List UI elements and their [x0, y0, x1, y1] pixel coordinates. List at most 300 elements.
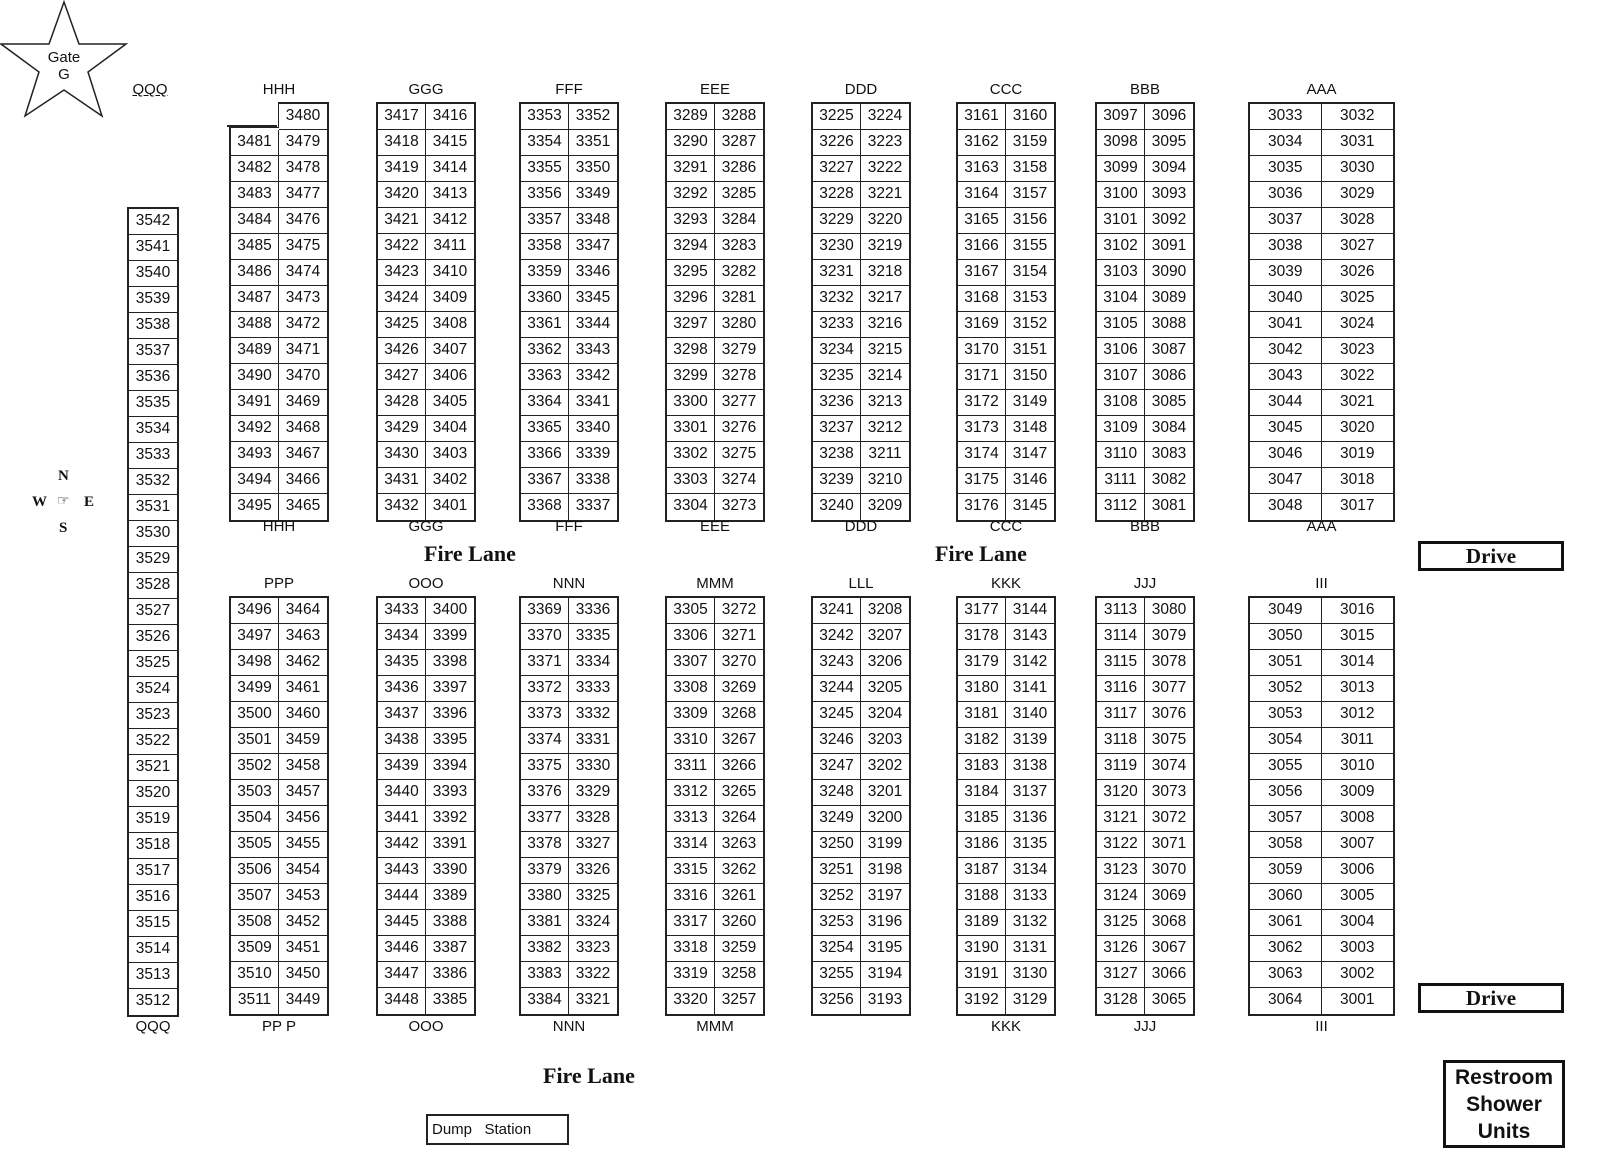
campsite-cell[interactable]: 3118: [1097, 728, 1145, 754]
campsite-cell[interactable]: 3450: [279, 962, 327, 988]
campsite-cell[interactable]: 3267: [715, 728, 763, 754]
campsite-cell[interactable]: 3345: [569, 286, 617, 312]
campsite-cell[interactable]: 3452: [279, 910, 327, 936]
campsite-cell[interactable]: 3488: [231, 312, 279, 338]
campsite-cell[interactable]: 3409: [426, 286, 474, 312]
campsite-cell[interactable]: 3426: [378, 338, 426, 364]
campsite-cell[interactable]: 3534: [129, 417, 177, 443]
campsite-cell[interactable]: 3460: [279, 702, 327, 728]
campsite-cell[interactable]: 3442: [378, 832, 426, 858]
campsite-cell[interactable]: 3133: [1006, 884, 1054, 910]
campsite-cell[interactable]: 3403: [426, 442, 474, 468]
campsite-cell[interactable]: 3086: [1145, 364, 1193, 390]
campsite-cell[interactable]: 3475: [279, 234, 327, 260]
campsite-cell[interactable]: 3304: [667, 494, 715, 520]
campsite-cell[interactable]: 3241: [813, 598, 861, 624]
campsite-cell[interactable]: 3195: [861, 936, 909, 962]
campsite-cell[interactable]: 3379: [521, 858, 569, 884]
campsite-cell[interactable]: 3383: [521, 962, 569, 988]
campsite-cell[interactable]: 3318: [667, 936, 715, 962]
campsite-cell[interactable]: 3151: [1006, 338, 1054, 364]
campsite-cell[interactable]: 3223: [861, 130, 909, 156]
campsite-cell[interactable]: 3332: [569, 702, 617, 728]
campsite-cell[interactable]: 3277: [715, 390, 763, 416]
campsite-cell[interactable]: 3010: [1322, 754, 1394, 780]
campsite-cell[interactable]: 3380: [521, 884, 569, 910]
campsite-cell[interactable]: 3457: [279, 780, 327, 806]
campsite-cell[interactable]: 3386: [426, 962, 474, 988]
campsite-cell[interactable]: 3314: [667, 832, 715, 858]
campsite-cell[interactable]: 3202: [861, 754, 909, 780]
campsite-cell[interactable]: 3398: [426, 650, 474, 676]
campsite-cell[interactable]: 3007: [1322, 832, 1394, 858]
campsite-cell[interactable]: 3145: [1012, 497, 1048, 514]
campsite-cell[interactable]: 3309: [667, 702, 715, 728]
campsite-cell[interactable]: 3283: [715, 234, 763, 260]
campsite-cell[interactable]: 3109: [1097, 416, 1145, 442]
campsite-cell[interactable]: 3144: [1006, 598, 1054, 624]
campsite-cell[interactable]: 3497: [231, 624, 279, 650]
campsite-cell[interactable]: 3461: [279, 676, 327, 702]
campsite-cell[interactable]: 3367: [521, 468, 569, 494]
campsite-cell[interactable]: 3430: [378, 442, 426, 468]
campsite-cell[interactable]: 3276: [715, 416, 763, 442]
campsite-cell[interactable]: 3362: [521, 338, 569, 364]
campsite-cell[interactable]: 3331: [569, 728, 617, 754]
campsite-cell[interactable]: 3244: [813, 676, 861, 702]
campsite-cell[interactable]: 3011: [1322, 728, 1394, 754]
campsite-cell[interactable]: 3327: [569, 832, 617, 858]
campsite-cell[interactable]: 3321: [575, 991, 611, 1008]
campsite-cell[interactable]: 3017: [1340, 497, 1375, 514]
campsite-cell[interactable]: 3538: [129, 313, 177, 339]
campsite-cell[interactable]: 3001: [1340, 991, 1375, 1008]
campsite-cell[interactable]: 3501: [231, 728, 279, 754]
campsite-cell[interactable]: 3474: [279, 260, 327, 286]
campsite-cell[interactable]: 3303: [667, 468, 715, 494]
campsite-cell[interactable]: 3076: [1145, 702, 1193, 728]
campsite-cell[interactable]: 3270: [715, 650, 763, 676]
campsite-cell[interactable]: 3374: [521, 728, 569, 754]
campsite-cell[interactable]: 3377: [521, 806, 569, 832]
campsite-cell[interactable]: 3392: [426, 806, 474, 832]
campsite-cell[interactable]: 3467: [279, 442, 327, 468]
campsite-cell[interactable]: 3293: [667, 208, 715, 234]
campsite-cell[interactable]: 3015: [1322, 624, 1394, 650]
campsite-cell[interactable]: 3375: [521, 754, 569, 780]
campsite-cell[interactable]: 3462: [279, 650, 327, 676]
campsite-cell[interactable]: 3016: [1322, 598, 1394, 624]
campsite-cell[interactable]: 3110: [1097, 442, 1145, 468]
campsite-cell[interactable]: 3138: [1006, 754, 1054, 780]
campsite-cell[interactable]: 3415: [426, 130, 474, 156]
campsite-cell[interactable]: 3300: [667, 390, 715, 416]
campsite-cell[interactable]: 3455: [279, 832, 327, 858]
campsite-cell[interactable]: 3094: [1145, 156, 1193, 182]
campsite-cell[interactable]: 3480: [279, 104, 327, 130]
campsite-cell[interactable]: 3281: [715, 286, 763, 312]
campsite-cell[interactable]: 3518: [129, 833, 177, 859]
campsite-cell[interactable]: 3020: [1322, 416, 1394, 442]
campsite-cell[interactable]: 3493: [231, 442, 279, 468]
campsite-cell[interactable]: 3260: [715, 910, 763, 936]
campsite-cell[interactable]: 3510: [231, 962, 279, 988]
campsite-cell[interactable]: 3427: [378, 364, 426, 390]
campsite-cell[interactable]: 3522: [129, 729, 177, 755]
campsite-cell[interactable]: 3014: [1322, 650, 1394, 676]
campsite-cell[interactable]: 3100: [1097, 182, 1145, 208]
campsite-cell[interactable]: 3356: [521, 182, 569, 208]
campsite-cell[interactable]: 3329: [569, 780, 617, 806]
campsite-cell[interactable]: 3458: [279, 754, 327, 780]
campsite-cell[interactable]: 3326: [569, 858, 617, 884]
campsite-cell[interactable]: 3047: [1250, 468, 1322, 494]
campsite-cell[interactable]: 3405: [426, 390, 474, 416]
campsite-cell[interactable]: 3054: [1250, 728, 1322, 754]
campsite-cell[interactable]: 3355: [521, 156, 569, 182]
campsite-cell[interactable]: 3073: [1145, 780, 1193, 806]
campsite-cell[interactable]: 3541: [129, 235, 177, 261]
campsite-cell[interactable]: 3513: [129, 963, 177, 989]
campsite-cell[interactable]: 3243: [813, 650, 861, 676]
campsite-cell[interactable]: 3275: [715, 442, 763, 468]
campsite-cell[interactable]: 3128: [1097, 988, 1145, 1014]
campsite-cell[interactable]: 3201: [861, 780, 909, 806]
campsite-cell[interactable]: 3413: [426, 182, 474, 208]
campsite-cell[interactable]: 3368: [521, 494, 569, 520]
campsite-cell[interactable]: 3287: [715, 130, 763, 156]
campsite-cell[interactable]: 3124: [1097, 884, 1145, 910]
campsite-cell[interactable]: 3123: [1097, 858, 1145, 884]
campsite-cell[interactable]: 3357: [521, 208, 569, 234]
campsite-cell[interactable]: 3324: [569, 910, 617, 936]
campsite-cell[interactable]: 3286: [715, 156, 763, 182]
campsite-cell[interactable]: 3180: [958, 676, 1006, 702]
campsite-cell[interactable]: 3232: [813, 286, 861, 312]
campsite-cell[interactable]: 3259: [715, 936, 763, 962]
campsite-cell[interactable]: 3516: [129, 885, 177, 911]
campsite-cell[interactable]: 3266: [715, 754, 763, 780]
campsite-cell[interactable]: 3542: [129, 209, 177, 235]
campsite-cell[interactable]: 3070: [1145, 858, 1193, 884]
campsite-cell[interactable]: 3236: [813, 390, 861, 416]
campsite-cell[interactable]: 3043: [1250, 364, 1322, 390]
campsite-cell[interactable]: 3229: [813, 208, 861, 234]
campsite-cell[interactable]: 3316: [667, 884, 715, 910]
campsite-cell[interactable]: 3105: [1097, 312, 1145, 338]
campsite-cell[interactable]: 3111: [1097, 468, 1145, 494]
campsite-cell[interactable]: 3336: [569, 598, 617, 624]
campsite-cell[interactable]: 3532: [129, 469, 177, 495]
campsite-cell[interactable]: 3142: [1006, 650, 1054, 676]
campsite-cell[interactable]: 3484: [231, 208, 279, 234]
campsite-cell[interactable]: 3459: [279, 728, 327, 754]
campsite-cell[interactable]: 3157: [1006, 182, 1054, 208]
campsite-cell[interactable]: 3487: [231, 286, 279, 312]
campsite-cell[interactable]: 3425: [378, 312, 426, 338]
campsite-cell[interactable]: 3446: [378, 936, 426, 962]
campsite-cell[interactable]: 3264: [715, 806, 763, 832]
campsite-cell[interactable]: 3079: [1145, 624, 1193, 650]
campsite-cell[interactable]: 3013: [1322, 676, 1394, 702]
campsite-cell[interactable]: 3520: [129, 781, 177, 807]
campsite-cell[interactable]: 3116: [1097, 676, 1145, 702]
campsite-cell[interactable]: 3454: [279, 858, 327, 884]
campsite-cell[interactable]: 3325: [569, 884, 617, 910]
campsite-cell[interactable]: 3042: [1250, 338, 1322, 364]
campsite-cell[interactable]: 3268: [715, 702, 763, 728]
campsite-cell[interactable]: 3207: [861, 624, 909, 650]
campsite-cell[interactable]: 3523: [129, 703, 177, 729]
campsite-cell[interactable]: 3504: [231, 806, 279, 832]
campsite-cell[interactable]: 3339: [569, 442, 617, 468]
campsite-cell[interactable]: 3492: [231, 416, 279, 442]
campsite-cell[interactable]: 3420: [378, 182, 426, 208]
campsite-cell[interactable]: 3034: [1250, 130, 1322, 156]
campsite-cell[interactable]: 3117: [1097, 702, 1145, 728]
campsite-cell[interactable]: 3423: [378, 260, 426, 286]
campsite-cell[interactable]: 3469: [279, 390, 327, 416]
campsite-cell[interactable]: 3390: [426, 858, 474, 884]
campsite-cell[interactable]: 3294: [667, 234, 715, 260]
campsite-cell[interactable]: 3139: [1006, 728, 1054, 754]
campsite-cell[interactable]: 3322: [569, 962, 617, 988]
campsite-cell[interactable]: 3530: [129, 521, 177, 547]
campsite-cell[interactable]: 3149: [1006, 390, 1054, 416]
campsite-cell[interactable]: 3363: [521, 364, 569, 390]
campsite-cell[interactable]: 3114: [1097, 624, 1145, 650]
campsite-cell[interactable]: 3033: [1250, 104, 1322, 130]
campsite-cell[interactable]: 3186: [958, 832, 1006, 858]
campsite-cell[interactable]: 3328: [569, 806, 617, 832]
campsite-cell[interactable]: 3234: [813, 338, 861, 364]
campsite-cell[interactable]: 3174: [958, 442, 1006, 468]
campsite-cell[interactable]: 3349: [569, 182, 617, 208]
campsite-cell[interactable]: 3029: [1322, 182, 1394, 208]
campsite-cell[interactable]: 3256: [813, 988, 861, 1014]
campsite-cell[interactable]: 3317: [667, 910, 715, 936]
campsite-cell[interactable]: 3524: [129, 677, 177, 703]
campsite-cell[interactable]: 3216: [861, 312, 909, 338]
campsite-cell[interactable]: 3468: [279, 416, 327, 442]
campsite-cell[interactable]: 3245: [813, 702, 861, 728]
campsite-cell[interactable]: 3478: [279, 156, 327, 182]
campsite-cell[interactable]: 3052: [1250, 676, 1322, 702]
campsite-cell[interactable]: 3176: [958, 494, 1006, 520]
campsite-cell[interactable]: 3251: [813, 858, 861, 884]
campsite-cell[interactable]: 3395: [426, 728, 474, 754]
campsite-cell[interactable]: 3067: [1145, 936, 1193, 962]
campsite-cell[interactable]: 3146: [1006, 468, 1054, 494]
campsite-cell[interactable]: 3219: [861, 234, 909, 260]
campsite-cell[interactable]: 3168: [958, 286, 1006, 312]
campsite-cell[interactable]: 3065: [1151, 991, 1187, 1008]
campsite-cell[interactable]: 3092: [1145, 208, 1193, 234]
campsite-cell[interactable]: 3494: [231, 468, 279, 494]
campsite-cell[interactable]: 3048: [1250, 494, 1322, 520]
campsite-cell[interactable]: 3147: [1006, 442, 1054, 468]
campsite-cell[interactable]: 3503: [231, 780, 279, 806]
campsite-cell[interactable]: 3200: [861, 806, 909, 832]
campsite-cell[interactable]: 3406: [426, 364, 474, 390]
campsite-cell[interactable]: 3071: [1145, 832, 1193, 858]
campsite-cell[interactable]: 3358: [521, 234, 569, 260]
campsite-cell[interactable]: 3082: [1145, 468, 1193, 494]
campsite-cell[interactable]: 3388: [426, 910, 474, 936]
campsite-cell[interactable]: 3444: [378, 884, 426, 910]
campsite-cell[interactable]: 3470: [279, 364, 327, 390]
campsite-cell[interactable]: 3039: [1250, 260, 1322, 286]
campsite-cell[interactable]: 3108: [1097, 390, 1145, 416]
campsite-cell[interactable]: 3137: [1006, 780, 1054, 806]
campsite-cell[interactable]: 3217: [861, 286, 909, 312]
campsite-cell[interactable]: 3026: [1322, 260, 1394, 286]
campsite-cell[interactable]: 3061: [1250, 910, 1322, 936]
campsite-cell[interactable]: 3199: [861, 832, 909, 858]
campsite-cell[interactable]: 3085: [1145, 390, 1193, 416]
campsite-cell[interactable]: 3178: [958, 624, 1006, 650]
campsite-cell[interactable]: 3274: [715, 468, 763, 494]
campsite-cell[interactable]: 3278: [715, 364, 763, 390]
campsite-cell[interactable]: 3051: [1250, 650, 1322, 676]
campsite-cell[interactable]: 3397: [426, 676, 474, 702]
campsite-cell[interactable]: 3319: [667, 962, 715, 988]
campsite-cell[interactable]: 3028: [1322, 208, 1394, 234]
campsite-cell[interactable]: 3476: [279, 208, 327, 234]
campsite-cell[interactable]: 3443: [378, 858, 426, 884]
campsite-cell[interactable]: 3414: [426, 156, 474, 182]
campsite-cell[interactable]: 3063: [1250, 962, 1322, 988]
campsite-cell[interactable]: 3342: [569, 364, 617, 390]
campsite-cell[interactable]: 3184: [958, 780, 1006, 806]
campsite-cell[interactable]: 3075: [1145, 728, 1193, 754]
campsite-cell[interactable]: 3120: [1097, 780, 1145, 806]
campsite-cell[interactable]: 3006: [1322, 858, 1394, 884]
campsite-cell[interactable]: 3172: [958, 390, 1006, 416]
campsite-cell[interactable]: 3353: [521, 104, 569, 130]
campsite-cell[interactable]: 3252: [813, 884, 861, 910]
campsite-cell[interactable]: 3209: [867, 497, 903, 514]
campsite-cell[interactable]: 3517: [129, 859, 177, 885]
campsite-cell[interactable]: 3253: [813, 910, 861, 936]
campsite-cell[interactable]: 3445: [378, 910, 426, 936]
campsite-cell[interactable]: 3171: [958, 364, 1006, 390]
campsite-cell[interactable]: 3224: [861, 104, 909, 130]
campsite-cell[interactable]: 3262: [715, 858, 763, 884]
campsite-cell[interactable]: 3009: [1322, 780, 1394, 806]
campsite-cell[interactable]: 3512: [135, 992, 171, 1009]
campsite-cell[interactable]: 3093: [1145, 182, 1193, 208]
campsite-cell[interactable]: 3227: [813, 156, 861, 182]
campsite-cell[interactable]: 3030: [1322, 156, 1394, 182]
campsite-cell[interactable]: 3102: [1097, 234, 1145, 260]
campsite-cell[interactable]: 3077: [1145, 676, 1193, 702]
campsite-cell[interactable]: 3258: [715, 962, 763, 988]
campsite-cell[interactable]: 3206: [861, 650, 909, 676]
campsite-cell[interactable]: 3261: [715, 884, 763, 910]
campsite-cell[interactable]: 3018: [1322, 468, 1394, 494]
campsite-cell[interactable]: 3437: [378, 702, 426, 728]
campsite-cell[interactable]: 3113: [1097, 598, 1145, 624]
campsite-cell[interactable]: 3511: [231, 988, 279, 1014]
campsite-cell[interactable]: 3158: [1006, 156, 1054, 182]
campsite-cell[interactable]: 3428: [378, 390, 426, 416]
campsite-cell[interactable]: 3514: [129, 937, 177, 963]
campsite-cell[interactable]: 3419: [378, 156, 426, 182]
campsite-cell[interactable]: 3453: [279, 884, 327, 910]
campsite-cell[interactable]: 3179: [958, 650, 1006, 676]
campsite-cell[interactable]: 3161: [958, 104, 1006, 130]
campsite-cell[interactable]: 3095: [1145, 130, 1193, 156]
campsite-cell[interactable]: 3064: [1250, 988, 1322, 1014]
campsite-cell[interactable]: 3038: [1250, 234, 1322, 260]
campsite-cell[interactable]: 3418: [378, 130, 426, 156]
campsite-cell[interactable]: 3247: [813, 754, 861, 780]
campsite-cell[interactable]: 3489: [231, 338, 279, 364]
campsite-cell[interactable]: 3432: [378, 494, 426, 520]
campsite-cell[interactable]: 3389: [426, 884, 474, 910]
campsite-cell[interactable]: 3004: [1322, 910, 1394, 936]
campsite-cell[interactable]: 3407: [426, 338, 474, 364]
campsite-cell[interactable]: 3311: [667, 754, 715, 780]
campsite-cell[interactable]: 3507: [231, 884, 279, 910]
campsite-cell[interactable]: 3192: [958, 988, 1006, 1014]
campsite-cell[interactable]: 3498: [231, 650, 279, 676]
campsite-cell[interactable]: 3280: [715, 312, 763, 338]
campsite-cell[interactable]: 3231: [813, 260, 861, 286]
campsite-cell[interactable]: 3350: [569, 156, 617, 182]
campsite-cell[interactable]: 3089: [1145, 286, 1193, 312]
campsite-cell[interactable]: 3129: [1012, 991, 1048, 1008]
campsite-cell[interactable]: 3404: [426, 416, 474, 442]
campsite-cell[interactable]: 3121: [1097, 806, 1145, 832]
campsite-cell[interactable]: 3292: [667, 182, 715, 208]
campsite-cell[interactable]: 3187: [958, 858, 1006, 884]
campsite-cell[interactable]: 3041: [1250, 312, 1322, 338]
campsite-cell[interactable]: 3296: [667, 286, 715, 312]
campsite-cell[interactable]: 3238: [813, 442, 861, 468]
campsite-cell[interactable]: 3099: [1097, 156, 1145, 182]
campsite-cell[interactable]: 3361: [521, 312, 569, 338]
campsite-cell[interactable]: 3228: [813, 182, 861, 208]
campsite-cell[interactable]: 3019: [1322, 442, 1394, 468]
campsite-cell[interactable]: 3069: [1145, 884, 1193, 910]
campsite-cell[interactable]: 3535: [129, 391, 177, 417]
campsite-cell[interactable]: 3506: [231, 858, 279, 884]
campsite-cell[interactable]: 3204: [861, 702, 909, 728]
campsite-cell[interactable]: 3435: [378, 650, 426, 676]
campsite-cell[interactable]: 3173: [958, 416, 1006, 442]
campsite-cell[interactable]: 3226: [813, 130, 861, 156]
campsite-cell[interactable]: 3338: [569, 468, 617, 494]
campsite-cell[interactable]: 3196: [861, 910, 909, 936]
campsite-cell[interactable]: 3366: [521, 442, 569, 468]
campsite-cell[interactable]: 3160: [1006, 104, 1054, 130]
campsite-cell[interactable]: 3441: [378, 806, 426, 832]
campsite-cell[interactable]: 3451: [279, 936, 327, 962]
campsite-cell[interactable]: 3479: [279, 130, 327, 156]
campsite-cell[interactable]: 3431: [378, 468, 426, 494]
campsite-cell[interactable]: 3341: [569, 390, 617, 416]
campsite-cell[interactable]: 3279: [715, 338, 763, 364]
campsite-cell[interactable]: 3391: [426, 832, 474, 858]
campsite-cell[interactable]: 3408: [426, 312, 474, 338]
campsite-cell[interactable]: 3115: [1097, 650, 1145, 676]
campsite-cell[interactable]: 3343: [569, 338, 617, 364]
campsite-cell[interactable]: 3290: [667, 130, 715, 156]
campsite-cell[interactable]: 3220: [861, 208, 909, 234]
campsite-cell[interactable]: 3273: [721, 497, 757, 514]
